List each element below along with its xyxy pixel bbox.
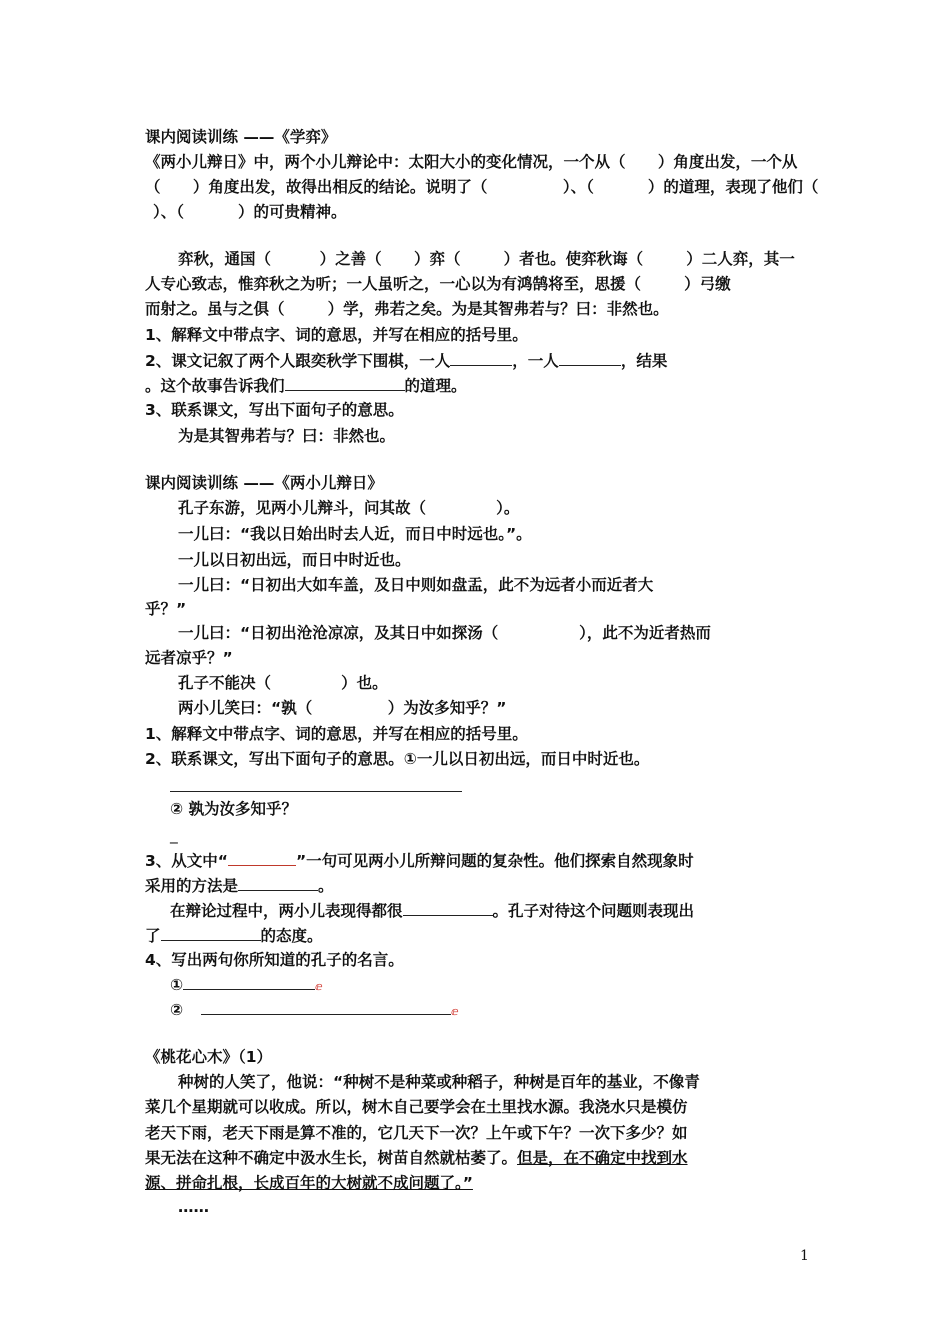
section-heading-liangxiaoer: 课内阅读训练 ——《两小儿辩日》 bbox=[145, 474, 383, 492]
question2-4: 4、写出两句你所知道的孔子的名言。 bbox=[145, 951, 404, 969]
question2-1: 1、解释文中带点字、词的意思，并写在相应的括号里。 bbox=[145, 725, 528, 743]
answer-dash: _ bbox=[170, 826, 178, 844]
quote-line-1: ① ⅇ bbox=[170, 973, 323, 998]
ellipsis: …… bbox=[178, 1198, 209, 1216]
passage3-line-2: 菜几个星期就可以收成。所以，树木自己要学会在土里找水源。我浇水只是模仿 bbox=[145, 1098, 688, 1116]
passage2-line-3: 一儿以日初出远，而日中时近也。 bbox=[178, 551, 411, 569]
section-heading-taohua: 《桃花心木》（1） bbox=[145, 1048, 273, 1066]
passage2-line-1: 孔子东游，见两小儿辩斗，问其故（ ）。 bbox=[178, 499, 520, 517]
question2-2: 2、联系课文，写出下面句子的意思。①一儿以日初出远，而日中时近也。 bbox=[145, 750, 650, 768]
passage-line-3: 而射之。虽与之俱（ ）学，弗若之矣。为是其智弗若与？曰：非然也。 bbox=[145, 300, 669, 318]
question-3-sentence: 为是其智弗若与？曰：非然也。 bbox=[178, 427, 396, 445]
passage-line-1: 弈秋，通国（ ）之善（ ）弈（ ）者也。使弈秋诲（ ）二人弈，其一 bbox=[178, 250, 795, 268]
question2-3-attitude: 了 的态度。 bbox=[145, 924, 323, 947]
passage2-line-8: 孔子不能决（ ）也。 bbox=[178, 674, 388, 692]
passage2-line-2: 一儿曰：“我以日始出时去人近，而日中时远也。”。 bbox=[178, 525, 532, 543]
question-2-cont: 。这个故事告诉我们 的道理。 bbox=[145, 374, 467, 397]
page-number: 1 bbox=[800, 1248, 809, 1264]
intro-line-1: 《两小儿辩日》中，两个小儿辩论中：太阳大小的变化情况，一个从（ ）角度出发，一个从 bbox=[145, 153, 798, 171]
question-1: 1、解释文中带点字、词的意思，并写在相应的括号里。 bbox=[145, 326, 528, 344]
passage-line-2: 人专心致志，惟弈秋之为听；一人虽听之，一心以为有鸿鹄将至，思援（ ）弓缴 bbox=[145, 275, 731, 293]
passage2-line-9: 两小儿笑曰：“孰（ ）为汝多知乎？” bbox=[178, 699, 507, 717]
answer-line bbox=[170, 791, 462, 792]
passage2-line-4: 一儿曰：“日初出大如车盖，及日中则如盘盂，此不为远者小而近者大 bbox=[178, 576, 654, 594]
section-heading-xueyi: 课内阅读训练 ——《学弈》 bbox=[145, 128, 337, 146]
intro-line-2: （ ）角度出发，故得出相反的结论。说明了（ ）、（ ）的道理，表现了他们（ bbox=[145, 178, 819, 196]
question2-3-cont: 采用的方法是 。 bbox=[145, 874, 334, 897]
quote-line-2: ② ⅇ bbox=[170, 998, 459, 1023]
question2-2-item2: ② 孰为汝多知乎？ bbox=[170, 800, 298, 818]
passage2-line-5: 乎？” bbox=[145, 600, 187, 618]
question-2: 2、课文记叙了两个人跟奕秋学下围棋，一人 ，一人 ，结果 bbox=[145, 349, 667, 372]
passage2-line-6: 一儿曰：“日初出沧沧凉凉，及其日中如探汤（ ），此不为近者热而 bbox=[178, 624, 711, 642]
question2-3: 3、从文中“ ”一句可见两小儿所辩问题的复杂性。他们探索自然现象时 bbox=[145, 849, 694, 872]
underlined-sentence: 但是，在不确定中找到水 bbox=[517, 1149, 688, 1167]
passage2-line-7: 远者凉乎？” bbox=[145, 649, 233, 667]
passage3-line-4: 果无法在这种不确定中汲水生长，树苗自然就枯萎了。但是，在不确定中找到水 bbox=[145, 1149, 688, 1167]
underlined-sentence-cont: 源、拼命扎根，长成百年的大树就不成问题了。” bbox=[145, 1174, 473, 1192]
intro-line-3: ）、（ ）的可贵精神。 bbox=[153, 203, 347, 221]
question-3: 3、联系课文，写出下面句子的意思。 bbox=[145, 401, 404, 419]
passage3-line-3: 老天下雨，老天下雨是算不准的，它几天下一次？上午或下午？一次下多少？如 bbox=[145, 1124, 688, 1142]
question2-3-debate: 在辩论过程中，两小儿表现得都很 。孔子对待这个问题则表现出 bbox=[170, 899, 694, 922]
passage3-line-1: 种树的人笑了，他说：“种树不是种菜或种稻子，种树是百年的基业，不像青 bbox=[178, 1073, 700, 1091]
